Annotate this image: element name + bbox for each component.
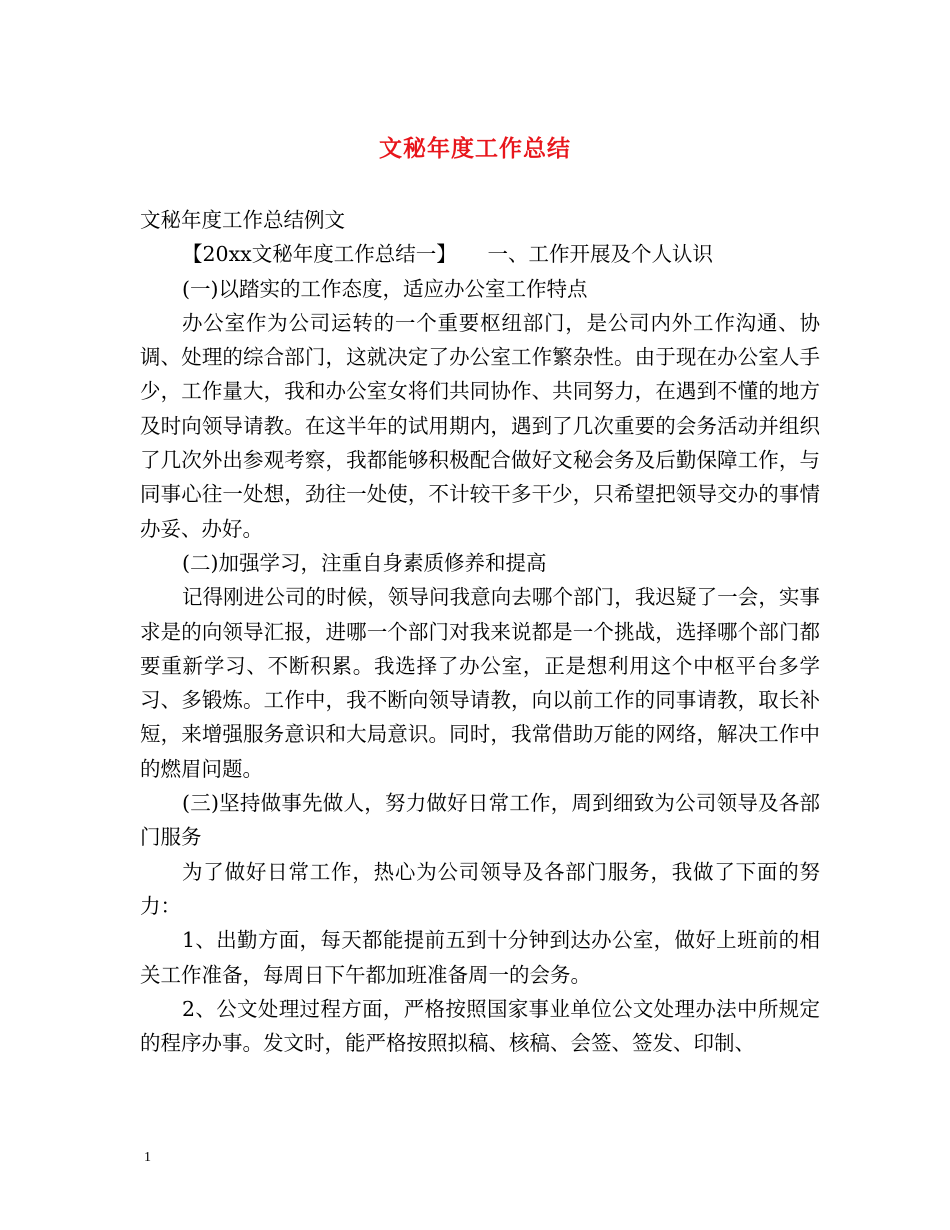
- paragraph: 办公室作为公司运转的一个重要枢纽部门，是公司内外工作沟通、协调、处理的综合部门，这就决定了办公室工作繁杂性。由于现在办公室人手少，工作量大，我和办公室女将们共同协作、共同努力，在遇到不懂的地方及时向领导请教。在这半年的试用期内，遇到了几次重要的会务活动并组织了几次外出参观考察，我都能够积极配合做好文秘会务及后勤保障工作，与同事心往一处想，劲往一处使，不计较干多干少，只希望把领导交办的事情办妥、办好。: [140, 310, 820, 541]
- paragraph: 【20xx文秘年度工作总结一】 一、工作开展及个人认识: [182, 242, 713, 267]
- paragraph: (一)以踏实的工作态度，适应办公室工作特点: [182, 276, 588, 301]
- paragraph: 为了做好日常工作，热心为公司领导及各部门服务，我做了下面的努力：: [140, 859, 820, 918]
- document-body: [140, 203, 820, 1060]
- document-title: 文秘年度工作总结: [379, 135, 571, 162]
- page-number: 1: [144, 1150, 151, 1165]
- paragraph: 文秘年度工作总结例文: [140, 208, 345, 232]
- paragraph: (二)加强学习，注重自身素质修养和提高: [182, 550, 547, 575]
- paragraph: (三)坚持做事先做人，努力做好日常工作，周到细致为公司领导及各部门服务: [140, 791, 820, 850]
- paragraph: 记得刚进公司的时候，领导问我意向去哪个部门，我迟疑了一会，实事求是的向领导汇报，进哪一个部门对我来说都是一个挑战，选择哪个部门都要重新学习、不断积累。我选择了办公室，正是想利用这个中枢平台多学习、多锻炼。工作中，我不断向领导请教，向以前工作的同事请教，取长补短，来增强服务意识和大局意识。同时，我常借助万能的网络，解决工作中的燃眉问题。: [140, 585, 820, 781]
- paragraph: 2、公文处理过程方面，严格按照国家事业单位公文处理办法中所规定的程序办事。发文时，能严格按照拟稿、核稿、会签、签发、印制、: [140, 996, 820, 1056]
- paragraph: 1、出勤方面，每天都能提前五到十分钟到达办公室，做好上班前的相关工作准备，每周日下午都加班准备周一的会务。: [140, 928, 820, 987]
